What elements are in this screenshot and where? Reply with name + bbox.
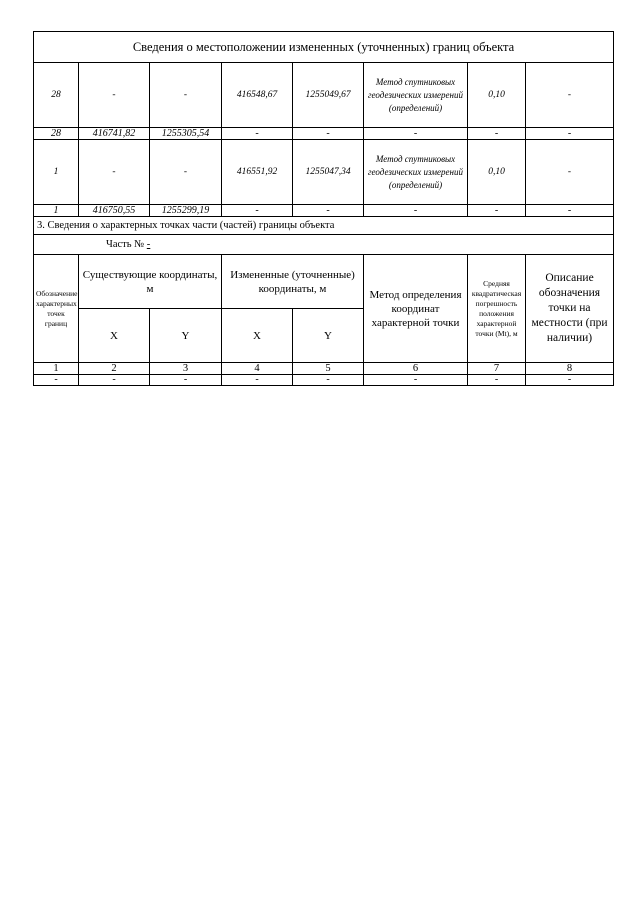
boundary-points-table [33,31,614,386]
cell-error: - [468,128,526,140]
header-changed-coords: Измененные (уточненные) координаты, м [222,255,364,309]
column-number: 7 [468,363,526,375]
header-error: Средняя квадратическая погрешность положения характерной точки (Mt), м [468,255,526,363]
part-value: - [146,239,151,250]
section3-title: 3. Сведения о характерных точках части (частей) границы объекта [34,217,614,235]
table-cell: - [222,375,293,386]
cell-y_old: - [150,140,222,205]
table-row [34,205,614,217]
part-row [34,235,614,255]
header-existing-coords: Существующие координаты, м [79,255,222,309]
column-number: 8 [526,363,614,375]
cell-y_old: 1255305,54 [150,128,222,140]
cell-x_old: 416741,82 [79,128,150,140]
header-description: Описание обозначения точки на местности (при наличии) [526,255,614,363]
header-point-designation: Обозначение характерных точек границ [34,255,79,363]
cell-desc: - [526,140,614,205]
cell-error: 0,10 [468,63,526,128]
cell-method: Метод спутниковых геодезических измерений (определений) [364,140,468,205]
cell-y_old: 1255299,19 [150,205,222,217]
cell-y_old: - [150,63,222,128]
table-cell: - [293,375,364,386]
cell-x_new: - [222,128,293,140]
cell-x_old: 416750,55 [79,205,150,217]
cell-method: Метод спутниковых геодезических измерений (определений) [364,63,468,128]
cell-error: 0,10 [468,140,526,205]
header-y: Y [150,309,222,363]
cell-y_new: 1255047,34 [293,140,364,205]
table-cell: - [79,375,150,386]
header-method: Метод определения координат характерной точки [364,255,468,363]
cell-x_new: 416548,67 [222,63,293,128]
column-numbers-row [34,363,614,375]
cell-x_new: - [222,205,293,217]
column-number: 1 [34,363,79,375]
table-row [34,140,614,205]
section3-title-row [34,217,614,235]
cell-x_new: 416551,92 [222,140,293,205]
cell-desc: - [526,205,614,217]
cell-x_old: - [79,63,150,128]
cell-error: - [468,205,526,217]
cell-x_old: - [79,140,150,205]
cell-desc: - [526,128,614,140]
column-number: 3 [150,363,222,375]
cell-point: 28 [34,128,79,140]
column-number: 5 [293,363,364,375]
table-cell: - [364,375,468,386]
cell-y_new: - [293,205,364,217]
table-row [34,128,614,140]
part-label: Часть № [106,239,147,250]
cell-y_new: - [293,128,364,140]
section-header-row [34,32,614,63]
cell-y_new: 1255049,67 [293,63,364,128]
column-number: 2 [79,363,150,375]
column-number: 4 [222,363,293,375]
cell-point: 1 [34,140,79,205]
header-x: X [79,309,150,363]
header-x: X [222,309,293,363]
cell-point: 28 [34,63,79,128]
table-cell: - [34,375,79,386]
cell-method: - [364,205,468,217]
table-cell: - [150,375,222,386]
header-y: Y [293,309,364,363]
part-number [34,235,614,255]
cell-method: - [364,128,468,140]
column-number: 6 [364,363,468,375]
table-row [34,63,614,128]
table-cell: - [526,375,614,386]
cell-point: 1 [34,205,79,217]
table-cell: - [468,375,526,386]
cell-desc: - [526,63,614,128]
header-row-1 [34,255,614,309]
section-header: Сведения о местоположении измененных (уточненных) границ объекта [34,32,614,63]
table-row [34,375,614,386]
